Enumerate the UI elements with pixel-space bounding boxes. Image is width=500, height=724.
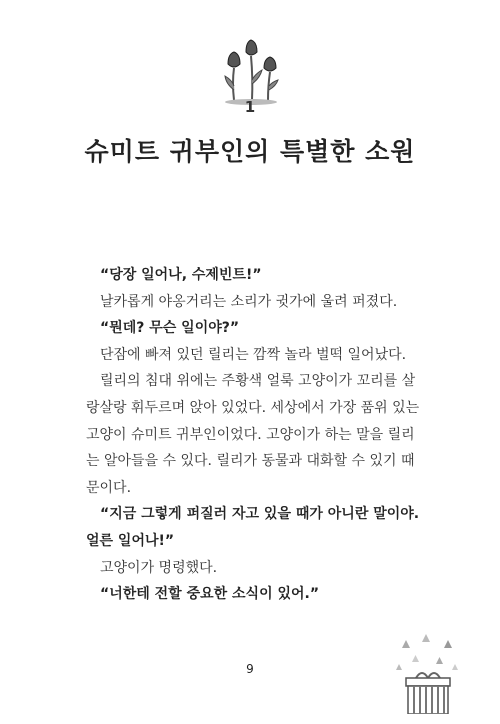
gift-box-icon <box>392 634 464 714</box>
text-line: “당장 일어나, 수제빈트!” <box>100 267 262 283</box>
chapter-number: 1 <box>244 98 256 116</box>
body-text <box>86 262 418 608</box>
text-line: 단잠에 빠져 있던 릴리는 깜짝 놀라 벌떡 일어났다. <box>100 346 407 363</box>
page-number: 9 <box>246 662 254 676</box>
text-line: 고양이 슈미트 귀부인이었다. 고양이가 하는 말을 릴리 <box>86 426 415 443</box>
text-line: “뭔데? 무슨 일이야?” <box>100 320 240 337</box>
text-line: 는 알아들을 수 있다. 릴리가 동물과 대화할 수 있기 때 <box>86 453 415 470</box>
text-line: 릴리의 침대 위에는 주황색 얼룩 고양이가 꼬리를 살 <box>100 373 416 390</box>
text-line: “너한테 전할 중요한 소식이 있어.” <box>100 586 320 603</box>
chapter-title: 슈미트 귀부인의 특별한 소원 <box>84 137 416 166</box>
text-line: 얼른 일어나!” <box>86 532 175 549</box>
text-line: “지금 그렇게 퍼질러 자고 있을 때가 아니란 말이야. <box>100 506 420 523</box>
text-line: 고양이가 명령했다. <box>100 559 218 576</box>
text-line: 랑살랑 휘두르며 앉아 있었다. 세상에서 가장 품위 있는 <box>86 399 420 416</box>
text-line: 날카롭게 야옹거리는 소리가 귓가에 울려 퍼졌다. <box>100 293 398 310</box>
text-line: 문이다. <box>86 479 132 496</box>
